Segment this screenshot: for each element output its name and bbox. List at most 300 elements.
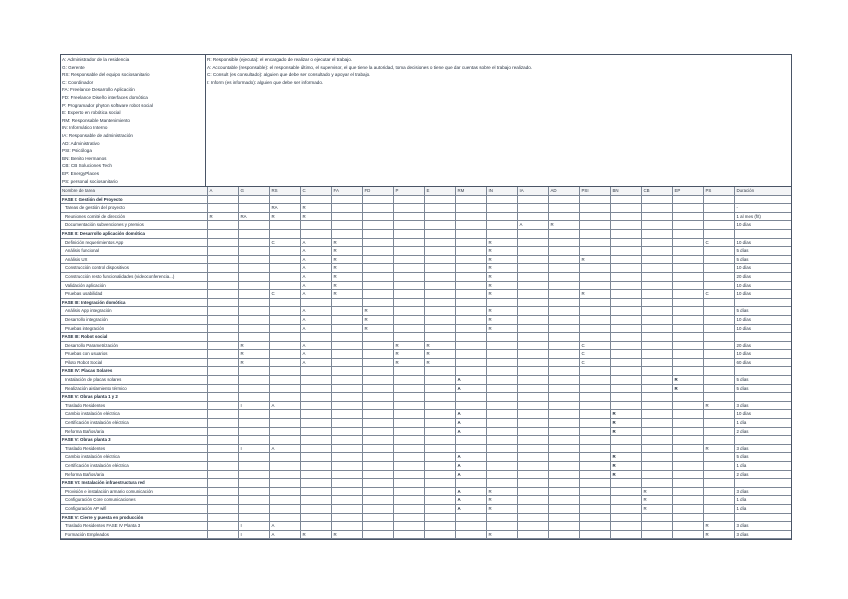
raci-cell — [548, 238, 579, 247]
raci-cell — [703, 298, 734, 307]
raci-cell — [455, 212, 486, 221]
role-column-header: EP — [672, 187, 703, 195]
raci-cell — [579, 221, 610, 230]
raci-cell — [672, 333, 703, 342]
raci-cell: R — [703, 530, 734, 539]
raci-cell — [393, 504, 424, 513]
raci-cell — [393, 264, 424, 273]
task-name: Piloto Robot Social — [61, 358, 207, 367]
raci-cell — [610, 315, 641, 324]
task-name: Pruebas con usuarios — [61, 350, 207, 359]
raci-cell — [548, 410, 579, 419]
raci-cell — [517, 272, 548, 281]
raci-cell — [393, 281, 424, 290]
raci-cell — [424, 496, 455, 505]
raci-cell — [238, 410, 269, 419]
raci-cell — [517, 462, 548, 471]
task-row — [61, 307, 791, 316]
task-row — [61, 504, 791, 513]
raci-cell — [610, 393, 641, 402]
phase-name: FASE VI: Instalación infraestructura red — [61, 479, 207, 488]
task-row — [61, 358, 791, 367]
raci-cell — [393, 436, 424, 445]
duration-cell — [734, 513, 791, 522]
phase-name: FASE II: Desarrollo aplicación domótica — [61, 229, 207, 238]
raci-cell — [579, 272, 610, 281]
raci-cell — [424, 513, 455, 522]
raci-cell — [331, 444, 362, 453]
phase-name: FASE IV: Placas Solares — [61, 367, 207, 376]
raci-cell — [300, 384, 331, 393]
raci-cell — [703, 195, 734, 204]
role-column-header: BN — [610, 187, 641, 195]
raci-cell — [207, 238, 238, 247]
raci-cell — [238, 504, 269, 513]
raci-cell — [517, 264, 548, 273]
raci-cell — [486, 376, 517, 385]
raci-cell — [548, 324, 579, 333]
raci-cell — [331, 496, 362, 505]
task-name: Análisis UX — [61, 255, 207, 264]
raci-cell — [517, 393, 548, 402]
raci-cell: RA — [238, 212, 269, 221]
task-row — [61, 444, 791, 453]
raci-cell — [641, 401, 672, 410]
task-name: Construcción control dispositivos — [61, 264, 207, 273]
raci-table — [61, 187, 791, 539]
raci-cell — [517, 247, 548, 256]
raci-cell: RA — [269, 204, 300, 213]
raci-cell — [207, 272, 238, 281]
raci-cell — [424, 195, 455, 204]
raci-cell — [238, 427, 269, 436]
raci-cell — [393, 221, 424, 230]
task-row — [61, 401, 791, 410]
task-row — [61, 419, 791, 428]
raci-cell — [424, 298, 455, 307]
raci-cell — [517, 315, 548, 324]
raci-cell — [455, 255, 486, 264]
raci-cell — [579, 298, 610, 307]
role-legend-item: PS: personal sociosanitario — [62, 178, 118, 184]
duration-cell: 20 días — [734, 272, 791, 281]
raci-cell — [331, 513, 362, 522]
raci-cell — [393, 367, 424, 376]
raci-cell — [238, 470, 269, 479]
raci-cell — [486, 479, 517, 488]
raci-cell: A — [300, 290, 331, 299]
raci-cell — [269, 504, 300, 513]
role-legend-item: AD: Administrativo — [62, 140, 100, 146]
raci-cell: R — [238, 341, 269, 350]
raci-cell — [269, 436, 300, 445]
task-name: Construcción resto funcionalidades (videoconferencia...) — [61, 272, 207, 281]
task-row — [61, 315, 791, 324]
raci-cell: C — [579, 358, 610, 367]
raci-cell — [641, 470, 672, 479]
raci-cell: R — [641, 504, 672, 513]
raci-cell — [362, 393, 393, 402]
raci-cell: A — [300, 255, 331, 264]
task-name: Análisis funcional — [61, 247, 207, 256]
phase-name: FASE V: Obras planta 3 — [61, 436, 207, 445]
duration-cell — [734, 298, 791, 307]
raci-cell: R — [269, 212, 300, 221]
raci-cell: R — [610, 453, 641, 462]
raci-cell — [517, 195, 548, 204]
raci-cell — [703, 419, 734, 428]
raci-cell — [393, 204, 424, 213]
raci-cell — [548, 453, 579, 462]
raci-cell — [641, 324, 672, 333]
raci-cell — [672, 290, 703, 299]
raci-cell — [610, 212, 641, 221]
raci-cell — [331, 298, 362, 307]
raci-cell — [610, 272, 641, 281]
raci-cell — [238, 281, 269, 290]
raci-cell: R — [486, 272, 517, 281]
raci-cell — [548, 350, 579, 359]
raci-cell — [610, 376, 641, 385]
raci-cell: R — [238, 350, 269, 359]
raci-cell: A — [269, 401, 300, 410]
raci-cell — [362, 238, 393, 247]
raci-cell — [269, 376, 300, 385]
raci-cell — [548, 255, 579, 264]
raci-cell — [331, 384, 362, 393]
raci-cell: R — [300, 204, 331, 213]
raci-cell — [672, 229, 703, 238]
raci-cell — [300, 419, 331, 428]
raci-cell — [486, 358, 517, 367]
raci-cell — [331, 462, 362, 471]
raci-cell — [610, 350, 641, 359]
raci-cell — [269, 393, 300, 402]
raci-cell — [207, 479, 238, 488]
duration-cell: 3 días — [734, 444, 791, 453]
raci-cell: R — [238, 358, 269, 367]
raci-cell — [641, 255, 672, 264]
raci-cell — [362, 247, 393, 256]
raci-cell: R — [393, 350, 424, 359]
raci-cell — [579, 264, 610, 273]
raci-cell — [486, 470, 517, 479]
raci-cell — [517, 419, 548, 428]
raci-cell — [362, 410, 393, 419]
phase-row — [61, 479, 791, 488]
raci-cell — [455, 444, 486, 453]
raci-cell — [207, 307, 238, 316]
raci-cell: R — [610, 427, 641, 436]
raci-cell: A — [455, 462, 486, 471]
raci-cell — [641, 238, 672, 247]
raci-cell — [610, 290, 641, 299]
raci-cell — [703, 264, 734, 273]
raci-cell — [672, 479, 703, 488]
raci-cell — [703, 479, 734, 488]
raci-cell: R — [610, 462, 641, 471]
task-name: Traslado Residentes — [61, 444, 207, 453]
raci-cell: R — [331, 255, 362, 264]
raci-cell — [424, 410, 455, 419]
raci-cell — [300, 522, 331, 531]
raci-cell — [610, 367, 641, 376]
raci-cell: A — [455, 470, 486, 479]
role-column-header: IA — [517, 187, 548, 195]
raci-definitions — [206, 55, 791, 186]
task-name: Configuración Core comunicaciones — [61, 496, 207, 505]
raci-cell — [517, 290, 548, 299]
raci-cell — [672, 436, 703, 445]
raci-cell — [610, 341, 641, 350]
task-row — [61, 324, 791, 333]
raci-cell — [672, 238, 703, 247]
raci-cell: A — [300, 272, 331, 281]
raci-cell — [455, 238, 486, 247]
raci-cell — [455, 358, 486, 367]
raci-cell — [362, 195, 393, 204]
raci-cell — [641, 350, 672, 359]
raci-cell — [393, 324, 424, 333]
raci-cell — [300, 221, 331, 230]
raci-cell — [331, 453, 362, 462]
raci-cell — [610, 204, 641, 213]
raci-cell — [703, 204, 734, 213]
raci-cell — [455, 341, 486, 350]
raci-cell — [486, 212, 517, 221]
duration-cell: 10 días — [734, 221, 791, 230]
raci-cell — [703, 272, 734, 281]
raci-cell — [641, 393, 672, 402]
raci-cell — [424, 264, 455, 273]
raci-cell — [393, 401, 424, 410]
raci-cell — [548, 281, 579, 290]
raci-cell — [207, 255, 238, 264]
raci-cell — [517, 229, 548, 238]
raci-cell — [424, 247, 455, 256]
raci-cell — [548, 376, 579, 385]
raci-cell — [641, 427, 672, 436]
raci-cell — [393, 195, 424, 204]
raci-cell — [579, 229, 610, 238]
raci-cell — [269, 307, 300, 316]
role-column-header: CB — [641, 187, 672, 195]
raci-cell — [331, 393, 362, 402]
raci-cell — [672, 212, 703, 221]
raci-cell — [207, 522, 238, 531]
raci-cell — [238, 513, 269, 522]
raci-cell — [579, 522, 610, 531]
raci-cell — [269, 479, 300, 488]
raci-cell — [238, 195, 269, 204]
raci-cell — [610, 333, 641, 342]
raci-cell: I — [238, 401, 269, 410]
raci-cell: A — [455, 496, 486, 505]
role-legend-item: CB: CB Soluciones Tech — [62, 163, 112, 169]
raci-cell — [393, 333, 424, 342]
task-row — [61, 530, 791, 539]
raci-cell — [610, 444, 641, 453]
raci-cell — [610, 221, 641, 230]
raci-cell — [362, 522, 393, 531]
raci-cell — [455, 522, 486, 531]
raci-cell: A — [455, 453, 486, 462]
raci-cell — [641, 264, 672, 273]
raci-cell — [269, 487, 300, 496]
raci-cell — [486, 436, 517, 445]
raci-cell: R — [207, 212, 238, 221]
raci-matrix-sheet — [60, 54, 792, 540]
role-legend-item: E: Experto en robótica social — [62, 110, 121, 116]
raci-cell — [362, 530, 393, 539]
raci-cell — [238, 462, 269, 471]
raci-cell — [548, 393, 579, 402]
raci-cell — [331, 504, 362, 513]
raci-cell — [207, 229, 238, 238]
raci-cell — [579, 212, 610, 221]
raci-cell — [548, 333, 579, 342]
raci-cell — [207, 350, 238, 359]
task-name: Realización aislamiento térmico — [61, 384, 207, 393]
raci-cell — [579, 410, 610, 419]
raci-cell — [641, 204, 672, 213]
raci-cell — [455, 195, 486, 204]
duration-cell: 3 días — [734, 401, 791, 410]
raci-cell — [548, 307, 579, 316]
raci-cell — [238, 204, 269, 213]
duration-cell: 3 días — [734, 487, 791, 496]
raci-cell — [672, 315, 703, 324]
raci-cell: R — [703, 444, 734, 453]
raci-cell — [424, 221, 455, 230]
raci-cell: A — [300, 264, 331, 273]
role-column-header: FA — [331, 187, 362, 195]
raci-cell: A — [300, 247, 331, 256]
raci-cell: R — [331, 264, 362, 273]
raci-cell — [579, 504, 610, 513]
raci-cell: A — [455, 384, 486, 393]
raci-cell — [207, 427, 238, 436]
raci-cell — [207, 513, 238, 522]
raci-cell — [362, 376, 393, 385]
task-name: Análisis App integración — [61, 307, 207, 316]
task-row — [61, 264, 791, 273]
raci-cell — [548, 530, 579, 539]
raci-cell — [269, 221, 300, 230]
raci-cell: A — [300, 358, 331, 367]
raci-cell — [362, 479, 393, 488]
raci-cell — [579, 247, 610, 256]
task-name: Definición requerimientos App — [61, 238, 207, 247]
duration-cell — [734, 367, 791, 376]
raci-cell — [207, 315, 238, 324]
raci-cell — [393, 496, 424, 505]
task-row — [61, 341, 791, 350]
raci-cell — [672, 419, 703, 428]
raci-cell — [300, 401, 331, 410]
raci-cell — [517, 255, 548, 264]
raci-cell — [548, 298, 579, 307]
duration-cell: 20 días — [734, 341, 791, 350]
raci-cell — [362, 419, 393, 428]
raci-cell: A — [455, 427, 486, 436]
task-name: Certificación instalación eléctrica — [61, 462, 207, 471]
raci-cell — [331, 204, 362, 213]
raci-cell — [238, 324, 269, 333]
task-name: Reuniones comité de dirección — [61, 212, 207, 221]
raci-cell — [486, 195, 517, 204]
raci-cell — [703, 436, 734, 445]
task-name: Pruebas integración — [61, 324, 207, 333]
raci-cell — [207, 419, 238, 428]
raci-cell — [238, 333, 269, 342]
raci-cell — [207, 410, 238, 419]
raci-cell — [362, 298, 393, 307]
raci-cell — [362, 487, 393, 496]
raci-cell — [486, 221, 517, 230]
raci-cell — [455, 290, 486, 299]
raci-cell — [548, 204, 579, 213]
task-row — [61, 427, 791, 436]
raci-cell — [207, 376, 238, 385]
raci-cell — [548, 290, 579, 299]
raci-cell — [455, 513, 486, 522]
phase-row — [61, 229, 791, 238]
raci-cell — [393, 229, 424, 238]
task-row — [61, 290, 791, 299]
raci-cell — [269, 264, 300, 273]
raci-cell — [641, 195, 672, 204]
raci-cell — [517, 401, 548, 410]
raci-cell — [207, 298, 238, 307]
duration-cell: 5 días — [734, 384, 791, 393]
raci-cell — [238, 479, 269, 488]
task-name: Certificación instalación eléctrica — [61, 419, 207, 428]
task-row — [61, 410, 791, 419]
raci-cell — [610, 307, 641, 316]
role-column-header: PS — [703, 187, 734, 195]
raci-cell: R — [486, 315, 517, 324]
raci-cell — [269, 255, 300, 264]
raci-cell — [269, 513, 300, 522]
duration-cell: 1 al mes (f/t) — [734, 212, 791, 221]
raci-cell — [331, 470, 362, 479]
raci-cell — [207, 333, 238, 342]
duration-cell: 10 días — [734, 324, 791, 333]
role-legend-item: RM: Responsable Mantenimiento — [62, 117, 130, 123]
raci-cell — [672, 307, 703, 316]
raci-cell — [517, 479, 548, 488]
raci-cell — [238, 436, 269, 445]
raci-cell: A — [300, 238, 331, 247]
raci-cell — [238, 264, 269, 273]
raci-cell: R — [486, 281, 517, 290]
role-column-header: RS — [269, 187, 300, 195]
raci-cell — [517, 496, 548, 505]
raci-cell — [548, 341, 579, 350]
raci-cell — [579, 204, 610, 213]
task-row — [61, 522, 791, 531]
raci-cell — [269, 333, 300, 342]
raci-cell: A — [455, 376, 486, 385]
raci-cell — [672, 195, 703, 204]
raci-cell — [207, 221, 238, 230]
raci-cell — [672, 487, 703, 496]
phase-row — [61, 367, 791, 376]
raci-cell — [362, 204, 393, 213]
raci-cell — [362, 341, 393, 350]
raci-cell — [548, 436, 579, 445]
